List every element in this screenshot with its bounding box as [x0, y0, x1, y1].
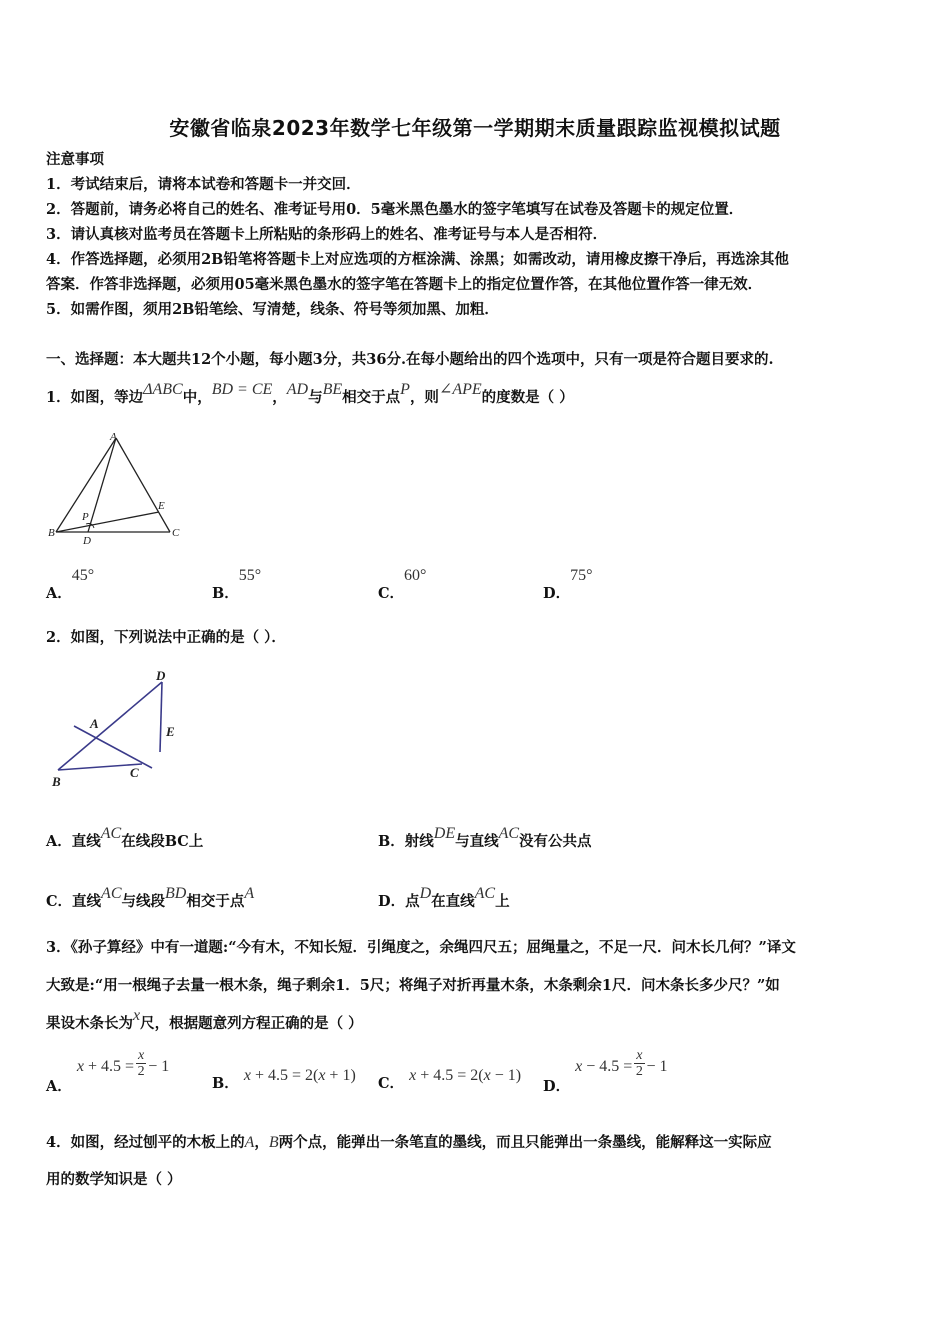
figure-label: B [48, 527, 55, 539]
question-3-option-d: D． x − 4.5 = $\frac{x}{2}$ − 1 [543, 1048, 668, 1096]
figure-label: E [158, 500, 165, 512]
question-1-stem: 1．如图，等边ΔABC中，BD = CE，AD与BE相交于点P，则∠APE的度数是（ ） [46, 381, 574, 406]
question-2-option-d: D．点D在直线AC上 [378, 885, 510, 910]
question-4-line: 用的数学知识是（ ） [46, 1171, 182, 1188]
question-1-option-d: D．75° [543, 567, 593, 602]
question-4-line: 4．如图，经过刨平的木板上的A，B两个点，能弹出一条笔直的墨线，而且只能弹出一条墨线，能解释这一实际应 [46, 1134, 772, 1151]
question-3-option-c: C． x + 4.5 = 2(x − 1) [378, 1067, 522, 1092]
question-1-triangle-figure [46, 432, 186, 548]
question-2-option-b: B．射线DE与直线AC没有公共点 [378, 825, 592, 850]
notice-item: 3．请认真核对监考员在答题卡上所粘贴的条形码上的姓名、准考证号与本人是否相符． [46, 226, 608, 243]
figure-label: P [82, 511, 89, 523]
figure-label: C [172, 527, 180, 539]
question-2-figure [46, 664, 196, 794]
question-1-option-a: A．45° [46, 567, 95, 602]
question-3-option-b: B． x + 4.5 = 2(x + 1) [212, 1067, 356, 1092]
figure-label: C [130, 765, 139, 780]
question-2-stem: 2．如图，下列说法中正确的是（ ）． [46, 629, 286, 646]
figure-label: D [156, 668, 166, 683]
question-3-line: 大致是:“用一根绳子去量一根木条，绳子剩余1．5尺；将绳子对折再量木条，木条剩余1尺．问木条长多少尺？”如 [46, 977, 780, 994]
figure-label: D [83, 535, 91, 547]
figure-label: A [110, 432, 117, 443]
notice-item: 1．考试结束后，请将本试卷和答题卡一并交回． [46, 176, 361, 193]
question-3-line: 3．《孙子算经》中有一道题:“今有木，不知长短．引绳度之，余绳四尺五；屈绳量之，不足一尺．问木长几何？”译文 [46, 939, 796, 956]
equation: x + 4.5 = 2(x − 1) [409, 1067, 522, 1084]
notice-item: 2．答题前，请务必将自己的姓名、准考证号用0．5毫米黑色墨水的签字笔填写在试卷及答题卡的规定位置． [46, 201, 744, 218]
question-1-option-b: B．55° [212, 567, 262, 602]
notice-item: 答案．作答非选择题，必须用05毫米黑色墨水的签字笔在答题卡上的指定位置作答，在其他位置作答一律无效． [46, 276, 763, 293]
question-2-option-c: C．直线AC与线段BD相交于点A [46, 885, 255, 910]
page-title: 安徽省临泉2023年数学七年级第一学期期末质量跟踪监视模拟试题 [169, 116, 781, 140]
figure-label: E [166, 724, 175, 739]
notice-item: 5．如需作图，须用2B铅笔绘、写清楚，线条、符号等须加黑、加粗． [46, 301, 499, 318]
notice-heading: 注意事项 [46, 151, 104, 168]
notice-item: 4．作答选择题，必须用2B铅笔将答题卡上对应选项的方框涂满、涂黑；如需改动，请用橡皮擦干净后，再选涂其他 [46, 251, 789, 268]
figure-label: A [90, 716, 99, 731]
equation: x − 4.5 = $\frac{x}{2}$ − 1 [575, 1048, 668, 1079]
section-heading: 一、选择题：本大题共12个小题，每小题3分，共36分.在每小题给出的四个选项中，只有一项是符合题目要求的. [46, 351, 774, 368]
question-1-option-c: C．60° [378, 567, 427, 602]
equation: x + 4.5 = $\frac{x}{2}$ − 1 [76, 1048, 170, 1079]
question-3-option-a: A． x + 4.5 = $\frac{x}{2}$ − 1 [46, 1048, 170, 1096]
question-2-option-a: A．直线AC在线段BC上 [46, 825, 204, 850]
equation: x + 4.5 = 2(x + 1) [243, 1067, 356, 1084]
figure-label: B [52, 774, 61, 789]
question-3-line: 果设木条长为x尺，根据题意列方程正确的是（ ） [46, 1007, 363, 1032]
